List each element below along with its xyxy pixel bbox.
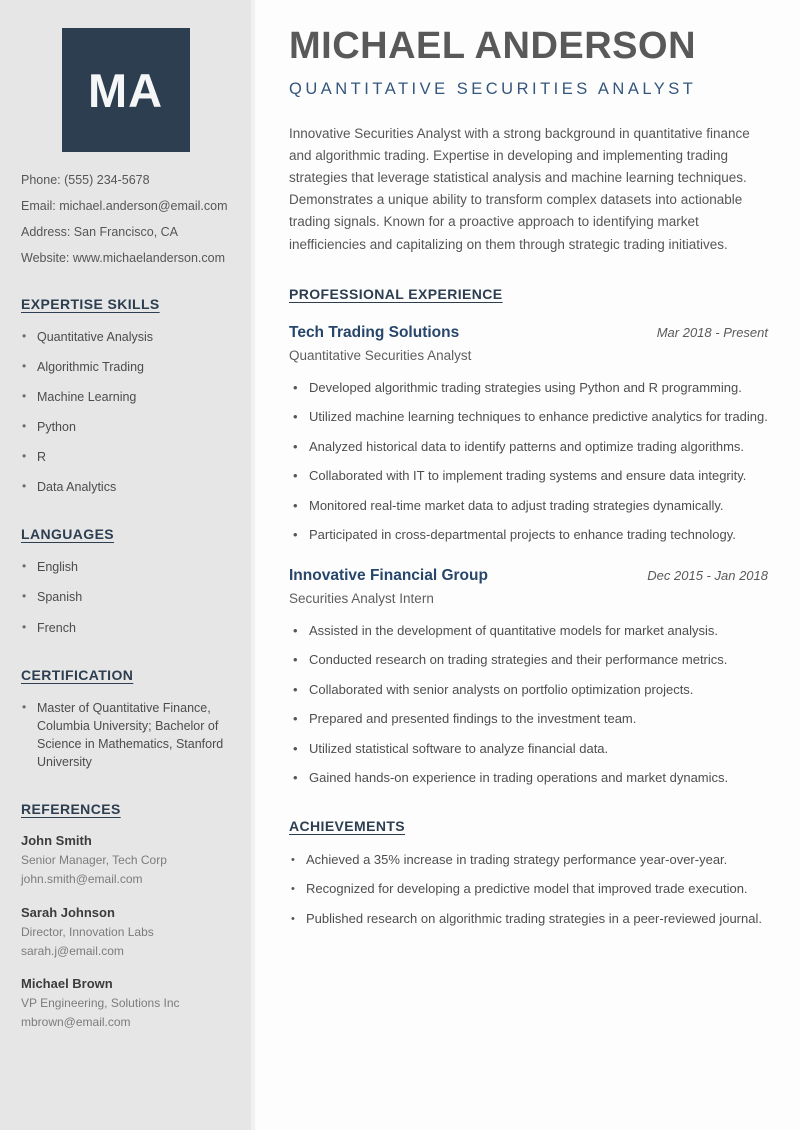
languages-list [21, 558, 233, 636]
reference-name: Michael Brown [21, 975, 113, 991]
skills-list [21, 328, 233, 497]
reference-entry [21, 833, 233, 887]
achievements-list [289, 850, 768, 929]
skill-item: • Quantitative Analysis [21, 328, 233, 346]
skill-item: • Python [21, 418, 233, 436]
contact-phone: Phone: (555) 234-5678 [21, 173, 150, 187]
achievement-item: • Achieved a 35% increase in trading strategy performance year-over-year. [289, 850, 768, 870]
job-bullet: • Monitored real-time market data to adjust trading strategies dynamically. [289, 496, 768, 516]
company-name: Innovative Financial Group [289, 566, 488, 584]
job-header [289, 567, 768, 585]
achievement-item: • Recognized for developing a predictive model that improved trade execution. [289, 879, 768, 899]
references-heading: REFERENCES [21, 801, 121, 818]
skill-item: • Data Analytics [21, 478, 233, 496]
certification-list [21, 699, 233, 772]
certification-heading: CERTIFICATION [21, 666, 134, 683]
job-role: Quantitative Securities Analyst [289, 347, 472, 363]
sidebar [0, 0, 255, 1130]
languages-section [0, 526, 251, 636]
reference-name: Sarah Johnson [21, 904, 115, 920]
reference-name: John Smith [21, 833, 92, 849]
reference-email: mbrown@email.com [21, 1015, 131, 1030]
job-bullets [289, 378, 768, 545]
job-bullet: • Participated in cross-departmental projects to enhance trading technology. [289, 525, 768, 545]
job-bullet: • Collaborated with IT to implement trading systems and ensure data integrity. [289, 466, 768, 486]
page-title: MICHAEL ANDERSON [289, 25, 697, 67]
skill-item: • Machine Learning [21, 388, 233, 406]
job-bullet: • Assisted in the development of quantitative models for market analysis. [289, 621, 768, 641]
language-item: • English [21, 558, 233, 576]
experience-entry [289, 324, 768, 545]
languages-heading: LANGUAGES [21, 526, 115, 543]
skill-item: • Algorithmic Trading [21, 358, 233, 376]
experience-heading: PROFESSIONAL EXPERIENCE [289, 285, 503, 302]
job-bullet: • Conducted research on trading strategies and their performance metrics. [289, 650, 768, 670]
job-bullet: • Utilized machine learning techniques to enhance predictive analytics for trading. [289, 407, 768, 427]
summary-paragraph: Innovative Securities Analyst with a strong background in quantitative finance and algorithmic trading. Expertise in developing and implementing trading strategies that leverage statistical analysis and machine learning techniques. Demonstrates a unique ability to transform complex datasets into actionable trading signals. Known for a proactive approach to identifying market inefficiencies and capitalizing on them through strategic trading initiatives. [289, 125, 750, 252]
job-bullet: • Utilized statistical software to analyze financial data. [289, 739, 768, 759]
reference-title: VP Engineering, Solutions Inc [21, 995, 180, 1010]
certification-section [0, 667, 251, 772]
language-item: • French [21, 619, 233, 637]
job-bullets [289, 621, 768, 788]
skill-item: • R [21, 448, 233, 466]
reference-title: Senior Manager, Tech Corp [21, 853, 167, 868]
reference-entry [21, 905, 233, 959]
reference-title: Director, Innovation Labs [21, 924, 154, 939]
reference-email: sarah.j@email.com [21, 943, 124, 958]
job-dates: Mar 2018 - Present [656, 324, 768, 340]
certification-item: • Master of Quantitative Finance, Columbia University; Bachelor of Science in Mathematics, Stanford University [21, 699, 233, 772]
job-bullet: • Collaborated with senior analysts on portfolio optimization projects. [289, 680, 768, 700]
contact-address: Address: San Francisco, CA [21, 225, 179, 240]
job-bullet: • Gained hands-on experience in trading operations and market dynamics. [289, 768, 768, 788]
job-role: Securities Analyst Intern [289, 590, 434, 606]
experience-entry [289, 567, 768, 788]
job-header [289, 324, 768, 342]
main-content [255, 0, 800, 1130]
contact-info [0, 174, 251, 266]
contact-email: Email: michael.anderson@email.com [21, 199, 228, 214]
monogram-initials: MA [87, 63, 164, 117]
job-bullet: • Developed algorithmic trading strategies using Python and R programming. [289, 378, 768, 398]
job-bullet: • Prepared and presented findings to the investment team. [289, 709, 768, 729]
contact-website: Website: www.michaelanderson.com [21, 251, 226, 266]
job-dates: Dec 2015 - Jan 2018 [647, 567, 768, 583]
monogram-avatar [62, 28, 190, 152]
achievement-item: • Published research on algorithmic trading strategies in a peer-reviewed journal. [289, 909, 768, 929]
reference-email: john.smith@email.com [21, 872, 143, 887]
company-name: Tech Trading Solutions [289, 323, 460, 341]
reference-entry [21, 976, 233, 1030]
skills-section [0, 296, 251, 497]
job-title: QUANTITATIVE SECURITIES ANALYST [289, 79, 697, 98]
achievements-heading: ACHIEVEMENTS [289, 817, 406, 834]
job-bullet: • Analyzed historical data to identify patterns and optimize trading algorithms. [289, 437, 768, 457]
references-section [0, 801, 251, 1030]
skills-heading: EXPERTISE SKILLS [21, 295, 160, 312]
language-item: • Spanish [21, 588, 233, 606]
